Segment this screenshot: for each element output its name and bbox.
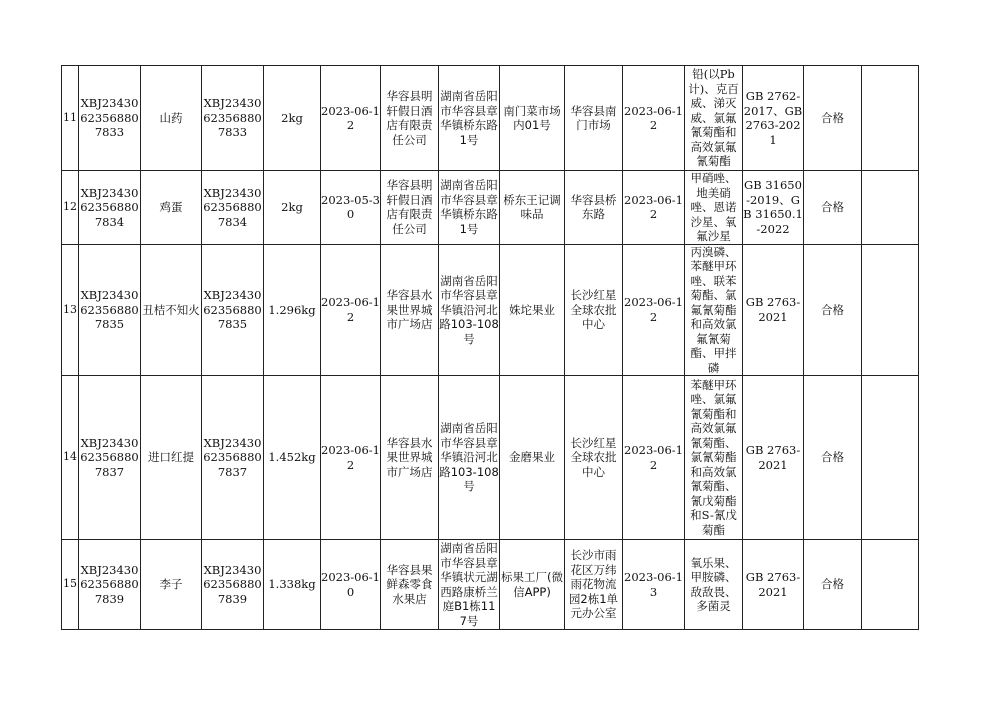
- sampled-unit: 华容县明轩假日酒店有限责任公司: [381, 66, 439, 171]
- table-row: [62, 66, 919, 171]
- origin: 长沙红星全球农批中心: [565, 244, 623, 376]
- row-index: 11: [62, 66, 79, 171]
- task-number: XBJ23430623568807833: [202, 66, 264, 171]
- sample-weight: 2kg: [264, 66, 321, 171]
- seller: 标果工厂(微信APP): [500, 540, 565, 630]
- sampling-date: 2023-06-12: [623, 376, 685, 540]
- row-index: 15: [62, 540, 79, 630]
- table-row: [62, 244, 919, 376]
- sampled-unit: 华容县果鲜森零食水果店: [381, 540, 439, 630]
- table-row: [62, 376, 919, 540]
- test-items: 苯醚甲环唑、氯氟氰菊酯和高效氯氟氰菊酯、氯氰菊酯和高效氯氰菊酯、氰戊菊酯和S-氰戊菊酯: [685, 376, 743, 540]
- seller: 金磨果业: [500, 376, 565, 540]
- sample-name: 丑桔不知火: [141, 244, 202, 376]
- sampling-date: 2023-06-12: [623, 171, 685, 245]
- production-date: 2023-06-10: [321, 540, 381, 630]
- sampling-date: 2023-06-12: [623, 244, 685, 376]
- row-index: 13: [62, 244, 79, 376]
- table-row: [62, 540, 919, 630]
- test-standard: GB 2762-2017、GB 2763-2021: [743, 66, 804, 171]
- sample-number: XBJ23430623568807835: [79, 244, 141, 376]
- test-items: 铅(以Pb计)、克百威、涕灭威、氯氟氰菊酯和高效氯氟氰菊酯: [685, 66, 743, 171]
- test-items: 氧乐果、甲胺磷、敌敌畏、多菌灵: [685, 540, 743, 630]
- note: [862, 376, 919, 540]
- test-items: 丙溴磷、苯醚甲环唑、联苯菊酯、氯氟氰菊酯和高效氯氟氰菊酯、甲拌磷: [685, 244, 743, 376]
- sample-weight: 2kg: [264, 171, 321, 245]
- sample-weight: 1.452kg: [264, 376, 321, 540]
- sample-name: 山药: [141, 66, 202, 171]
- test-standard: GB 31650-2019、GB 31650.1-2022: [743, 171, 804, 245]
- note: [862, 171, 919, 245]
- row-index: 12: [62, 171, 79, 245]
- sampled-address: 湖南省岳阳市华容县章华镇沿河北路103-108号: [439, 376, 500, 540]
- note: [862, 244, 919, 376]
- test-result: 合格: [804, 66, 862, 171]
- sample-number: XBJ23430623568807837: [79, 376, 141, 540]
- table-row: [62, 171, 919, 245]
- row-index: 14: [62, 376, 79, 540]
- task-number: XBJ23430623568807837: [202, 376, 264, 540]
- sampled-address: 湖南省岳阳市华容县章华镇桥东路1号: [439, 66, 500, 171]
- sample-number: XBJ23430623568807833: [79, 66, 141, 171]
- sampling-date: 2023-06-12: [623, 66, 685, 171]
- task-number: XBJ23430623568807839: [202, 540, 264, 630]
- production-date: 2023-06-12: [321, 244, 381, 376]
- task-number: XBJ23430623568807834: [202, 171, 264, 245]
- test-result: 合格: [804, 171, 862, 245]
- sampled-unit: 华容县水果世界城市广场店: [381, 376, 439, 540]
- origin: 长沙市雨花区万纬雨花物流园2栋1单元办公室: [565, 540, 623, 630]
- sample-name: 李子: [141, 540, 202, 630]
- origin: 华容县桥东路: [565, 171, 623, 245]
- origin: 华容县南门市场: [565, 66, 623, 171]
- test-standard: GB 2763-2021: [743, 244, 804, 376]
- sampled-unit: 华容县水果世界城市广场店: [381, 244, 439, 376]
- test-result: 合格: [804, 376, 862, 540]
- test-standard: GB 2763-2021: [743, 376, 804, 540]
- note: [862, 66, 919, 171]
- test-result: 合格: [804, 540, 862, 630]
- sampling-date: 2023-06-13: [623, 540, 685, 630]
- sampled-address: 湖南省岳阳市华容县章华镇状元湖西路康桥兰庭B1栋117号: [440, 541, 498, 628]
- note: [862, 540, 919, 630]
- production-date: 2023-05-30: [321, 171, 381, 245]
- sample-weight: 1.296kg: [264, 244, 321, 376]
- sample-number: XBJ23430623568807839: [79, 540, 141, 630]
- sampled-address: 湖南省岳阳市华容县章华镇桥东路1号: [439, 171, 500, 245]
- sample-weight: 1.338kg: [264, 540, 321, 630]
- sampled-address: 湖南省岳阳市华容县章华镇沿河北路103-108号: [439, 244, 500, 376]
- production-date: 2023-06-12: [321, 376, 381, 540]
- sample-number: XBJ23430623568807834: [79, 171, 141, 245]
- inspection-results-table: [61, 65, 919, 630]
- seller: 南门菜市场内01号: [500, 66, 565, 171]
- task-number: XBJ23430623568807835: [202, 244, 264, 376]
- sample-name: 进口红提: [141, 376, 202, 540]
- seller: 桥东王记调味品: [500, 171, 565, 245]
- sampled-unit: 华容县明轩假日酒店有限责任公司: [381, 171, 439, 245]
- test-items: 甲硝唑、地美硝唑、恩诺沙星、氧氟沙星: [685, 171, 743, 245]
- test-result: 合格: [804, 244, 862, 376]
- sample-name: 鸡蛋: [141, 171, 202, 245]
- test-standard: GB 2763-2021: [743, 540, 804, 630]
- seller: 姝坨果业: [500, 244, 565, 376]
- origin: 长沙红星全球农批中心: [565, 376, 623, 540]
- production-date: 2023-06-12: [321, 66, 381, 171]
